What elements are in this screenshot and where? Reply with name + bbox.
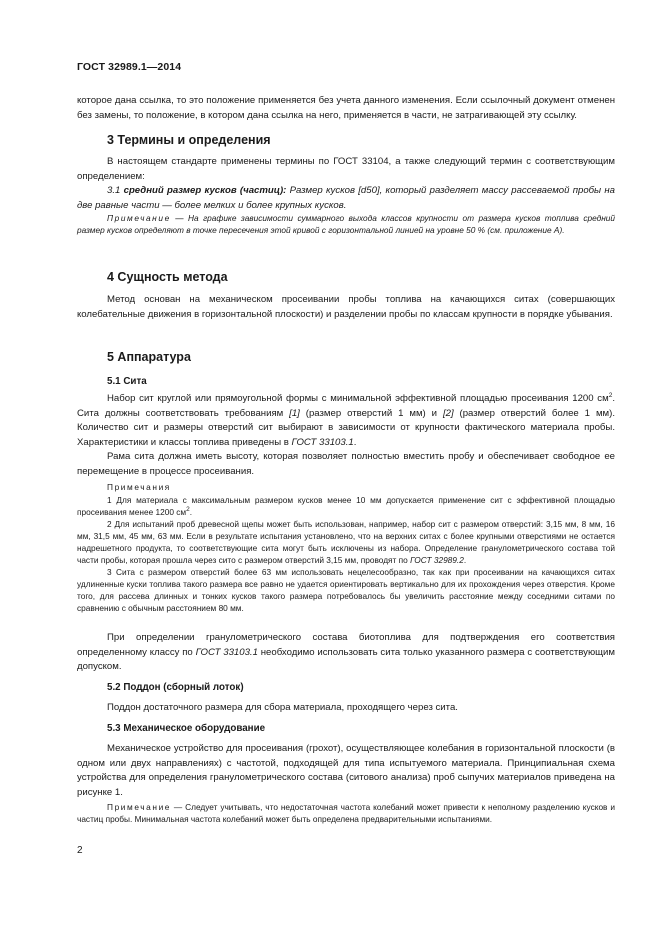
reference-gost-32989-2: ГОСТ 32989.2 <box>410 555 464 565</box>
section-4-paragraph: Метод основан на механическом просеивании пробы топлива на качающихся ситах (совершающих колебательные движения в горизонтальной плоскости) и разделении пробы по классам крупности в порядке убывания. <box>77 294 615 320</box>
equipment-note-text: — Следует учитывать, что недостаточная частота колебаний может привести к неполному разделению кусков и частиц пробы. Минимальная частота колебаний может быть определена предварительными испытаниями. <box>77 802 615 824</box>
section-3-title: 3 Термины и определения <box>107 133 271 147</box>
equipment-note-label: Примечание <box>107 802 172 812</box>
note-label: Примечание <box>107 213 171 223</box>
sieves-paragraph-2: Рама сита должна иметь высоту, которая позволяет полностью вместить пробу и обеспечивает свободное ее перемещение в процессе просеивания. <box>77 451 615 477</box>
tray-paragraph: Поддон достаточного размера для сбора материала, проходящего через сита. <box>107 702 458 713</box>
term-text: Размер кусков [d50], который разделяет массу рассеваемой пробы на две равные части — более мелких и более крупных кусков. <box>77 185 615 211</box>
reference-gost-33103-1-b: ГОСТ 33103.1 <box>195 646 258 658</box>
term-number: 3.1 <box>107 185 124 196</box>
document-header-title: ГОСТ 32989.1—2014 <box>77 61 182 73</box>
reference-gost-33103-1: ГОСТ 33103.1 <box>291 436 354 448</box>
note-text: — На графике зависимости суммарного выхода классов крупности от размера кусков топлива средний размер кусков определяют в точке пересечения этой кривой с горизонтальной линией на уровне 50 % (см. приложение А). <box>77 213 615 235</box>
notes-label: Примечания <box>107 482 171 492</box>
sieves-note-3: 3 Сита с размером отверстий более 63 мм использовать нецелесообразно, так как при просеивании на качающихся ситах удлиненные куски топлива такого размера все равно не удается ориентировать вертикально для их прохождения через отверстия. Кроме того, для рассева длинных и тонких кусков такого размера потребовалось бы увеличить расстояние между соседними ситами по сравнению с обычным расстоянием 80 мм. <box>77 567 615 613</box>
reference-1: [1] <box>289 407 300 419</box>
subsection-5-1-body <box>77 392 615 479</box>
subsection-5-1-title: 5.1 Сита <box>107 376 147 387</box>
section-5-title: 5 Аппаратура <box>107 350 191 364</box>
sieves-paragraph-1: Набор сит круглой или прямоугольной формы с минимальной эффективной площадью просеивания 1200 $см^2$. Сита должны соответствовать требованиям [1] (размер отверстий 1 мм) и [2] (размер отверстий более 1 мм). Количество сит и размеры отверстий сит выбирают в зависимости от крупности фактического материала пробы. Характеристики и классы топлива приведены в ГОСТ 33103.1. <box>77 391 615 448</box>
equipment-note <box>77 801 615 825</box>
sieves-note-2: 2 Для испытаний проб древесной щепы может быть использован, например, набор сит с размером отверстий: 3,15 мм, 8 мм, 16 мм, 31,5 мм, 45 мм, 63 мм. Если в результате испытания установлено, что на верхних ситах с более крупными отверстиями не остается надрешетного продукта, то соответствующие сита могут быть исключены из набора. Определение гранулометрического состава той части пробы, которая прошла через сито с размером отверстий 3,15 мм, проводят по ГОСТ 32989.2. <box>77 519 615 565</box>
section-4-title: 4 Сущность метода <box>107 270 228 284</box>
term-name: средний размер кусков (частиц): <box>123 185 287 196</box>
term-definition <box>77 184 615 213</box>
sieves-note-1: 1 Для материала с максимальным размером кусков менее 10 мм допускается применение сит с эффективной площадью просеивания менее 1200 $см^2$. <box>77 495 615 517</box>
page-number: 2 <box>77 845 83 856</box>
subsection-5-3-title: 5.3 Механическое оборудование <box>107 723 266 734</box>
sieves-notes <box>77 481 615 614</box>
equipment-paragraph: Механическое устройство для просеивания (грохот), осуществляющее колебания в горизонтальной плоскости (в одном или двух направлениях) с частотой, подходящей для типа испытуемого материала. Принципиальная схема устройства для определения гранулометрического состава (ситового анализа) проб сыпучих материалов приведена на рисунке 1. <box>77 743 615 798</box>
sieves-paragraph-3: При определении гранулометрического состава биотоплива для подтверждения его соответствия определенному классу по ГОСТ 33103.1 необходимо использовать сита только указанного размера с соответствующим допуском. <box>77 632 615 672</box>
section-3-note <box>77 212 615 236</box>
section-3-body <box>77 155 615 213</box>
reference-2: [2] <box>442 407 454 419</box>
intro-paragraph: которое дана ссылка, то это положение применяется без учета данного изменения. Если ссылочный документ отменен без замены, то положение, в котором дана ссылка на него, применяется в части, не затрагивающей эту ссылку. <box>77 95 615 121</box>
section-3-paragraph: В настоящем стандарте применены термины по ГОСТ 33104, а также следующий термин с соответствующим определением: <box>77 156 615 182</box>
subsection-5-2-title: 5.2 Поддон (сборный лоток) <box>107 682 244 693</box>
